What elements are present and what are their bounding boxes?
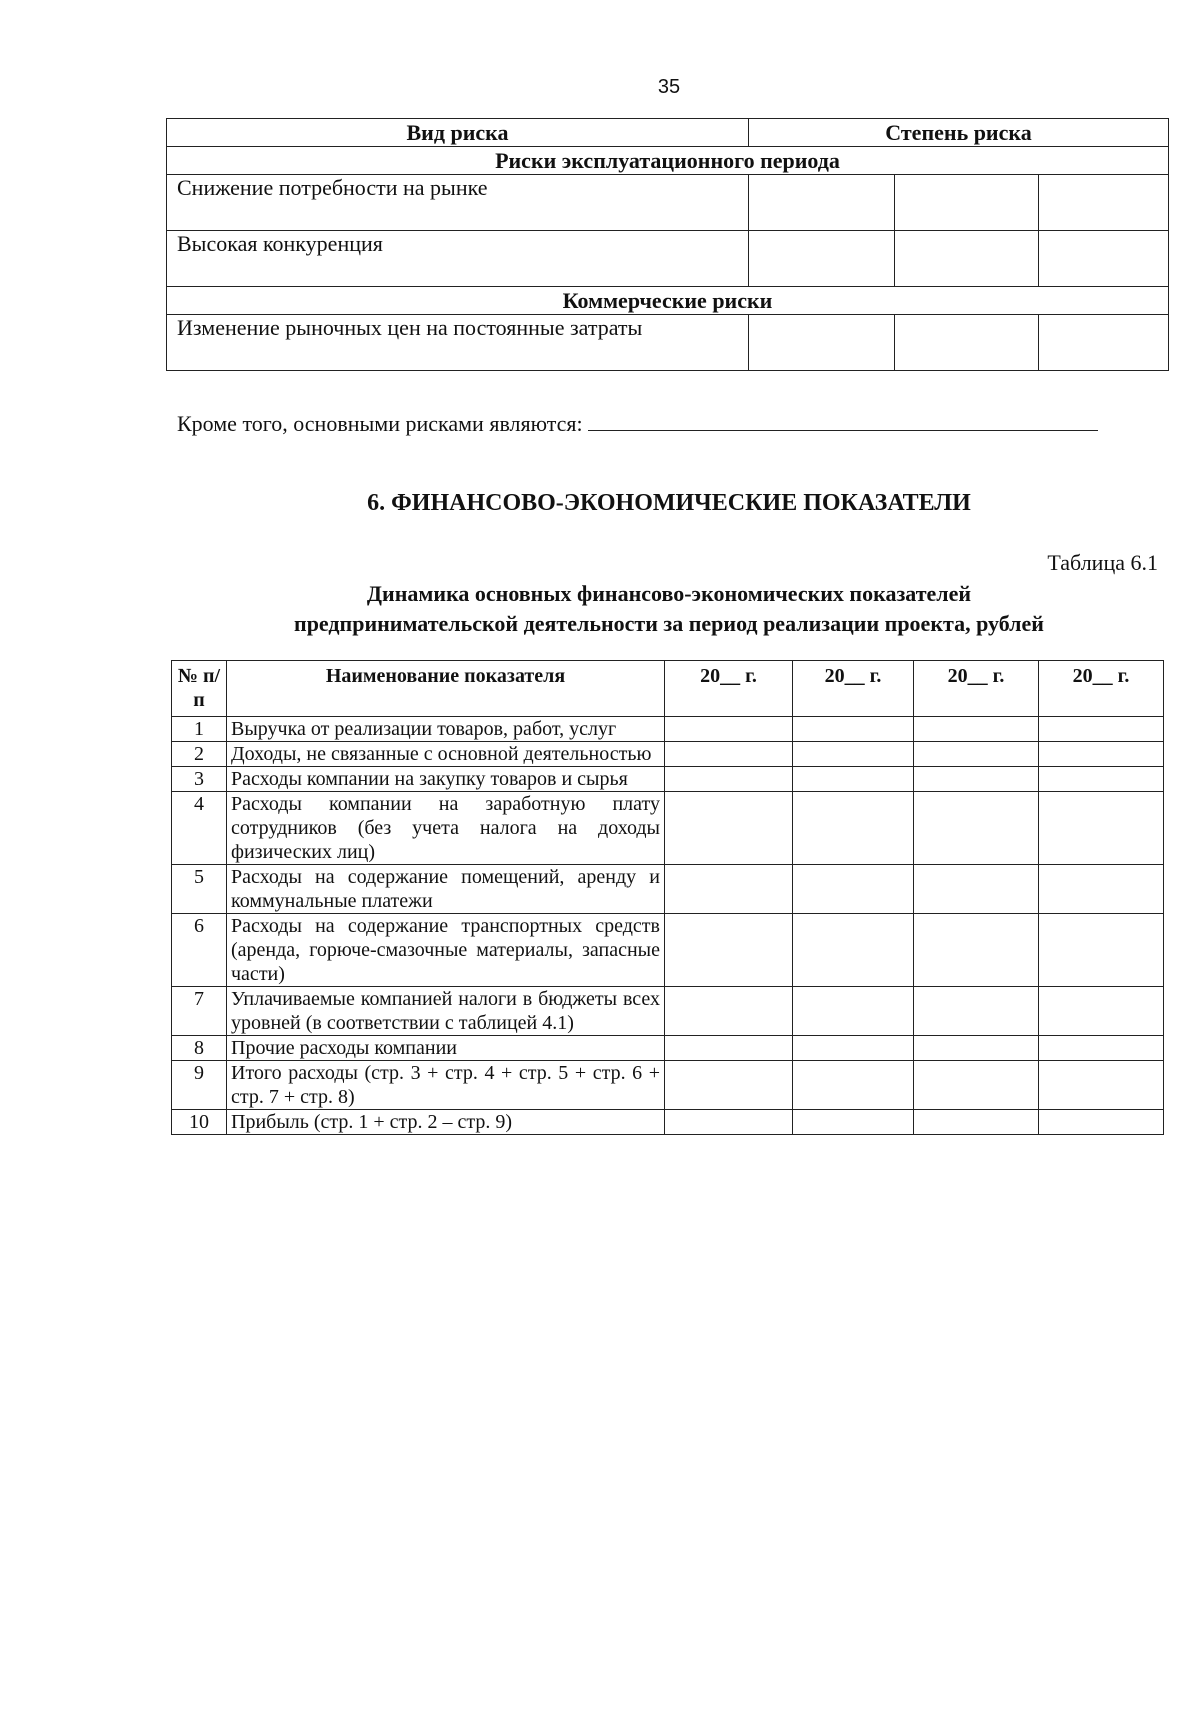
year-value-cell[interactable]	[793, 717, 914, 742]
row-number: 9	[172, 1061, 227, 1110]
section-title: 6. ФИНАНСОВО-ЭКОНОМИЧЕСКИЕ ПОКАЗАТЕЛИ	[367, 490, 971, 516]
risk-degree-cell[interactable]	[1039, 175, 1169, 231]
year-value-cell[interactable]	[793, 914, 914, 987]
indicator-name: Итого расходы (стр. 3 + стр. 4 + стр. 5 + стр. 6 + стр. 7 + стр. 8)	[227, 1061, 665, 1110]
year-value-cell[interactable]	[1039, 1061, 1164, 1110]
indicator-row	[172, 742, 1164, 767]
year-value-cell[interactable]	[665, 717, 793, 742]
year-value-cell[interactable]	[914, 1110, 1039, 1135]
indicator-name: Расходы компании на закупку товаров и сырья	[227, 767, 665, 792]
year-value-cell[interactable]	[1039, 987, 1164, 1036]
page-number: 35	[657, 76, 681, 98]
table-title	[0, 579, 1200, 639]
risk-name: Изменение рыночных цен на постоянные затраты	[167, 315, 749, 371]
year-value-cell[interactable]	[914, 1036, 1039, 1061]
year-value-cell[interactable]	[665, 865, 793, 914]
header-num: № п/п	[172, 661, 227, 717]
row-number: 10	[172, 1110, 227, 1135]
header-year: 20__ г.	[793, 661, 914, 717]
table-title-line: Динамика основных финансово-экономических показателей	[366, 581, 972, 606]
year-value-cell[interactable]	[1039, 792, 1164, 865]
year-value-cell[interactable]	[914, 792, 1039, 865]
year-value-cell[interactable]	[914, 742, 1039, 767]
row-number: 2	[172, 742, 227, 767]
year-value-cell[interactable]	[1039, 914, 1164, 987]
risk-degree-cell[interactable]	[749, 231, 895, 287]
year-value-cell[interactable]	[914, 987, 1039, 1036]
table-label: Таблица 6.1	[1047, 550, 1158, 575]
year-value-cell[interactable]	[914, 1061, 1039, 1110]
risk-degree-cell[interactable]	[895, 315, 1039, 371]
risk-table-header-row	[167, 119, 1169, 147]
indicator-row	[172, 717, 1164, 742]
row-number: 8	[172, 1036, 227, 1061]
indicator-row	[172, 987, 1164, 1036]
risk-degree-cell[interactable]	[749, 175, 895, 231]
row-number: 3	[172, 767, 227, 792]
year-value-cell[interactable]	[1039, 865, 1164, 914]
row-number: 6	[172, 914, 227, 987]
indicator-row	[172, 865, 1164, 914]
indicator-name: Выручка от реализации товаров, работ, услуг	[227, 717, 665, 742]
year-value-cell[interactable]	[793, 1110, 914, 1135]
risk-degree-cell[interactable]	[895, 175, 1039, 231]
year-value-cell[interactable]	[914, 767, 1039, 792]
year-value-cell[interactable]	[793, 792, 914, 865]
indicators-table	[171, 660, 1164, 1135]
indicator-name: Прибыль (стр. 1 + стр. 2 – стр. 9)	[227, 1110, 665, 1135]
risk-type-header: Вид риска	[167, 119, 749, 147]
risk-section-title: Риски эксплуатационного периода	[167, 147, 1169, 175]
year-value-cell[interactable]	[914, 865, 1039, 914]
year-value-cell[interactable]	[793, 865, 914, 914]
year-value-cell[interactable]	[665, 987, 793, 1036]
header-year: 20__ г.	[665, 661, 793, 717]
indicator-row	[172, 1110, 1164, 1135]
year-value-cell[interactable]	[1039, 767, 1164, 792]
year-value-cell[interactable]	[665, 914, 793, 987]
year-value-cell[interactable]	[793, 1061, 914, 1110]
risk-degree-cell[interactable]	[1039, 315, 1169, 371]
risk-table	[166, 118, 1169, 371]
risk-section-row	[167, 287, 1169, 315]
year-value-cell[interactable]	[665, 1036, 793, 1061]
indicator-row	[172, 1036, 1164, 1061]
extra-risks-line	[177, 408, 1098, 437]
header-year: 20__ г.	[914, 661, 1039, 717]
table-title-line: предпринимательской деятельности за период реализации проекта, рублей	[294, 611, 1044, 636]
indicator-name: Уплачиваемые компанией налоги в бюджеты всех уровней (в соответствии с таблицей 4.1)	[227, 987, 665, 1036]
year-value-cell[interactable]	[665, 1061, 793, 1110]
risk-row	[167, 315, 1169, 371]
year-value-cell[interactable]	[793, 742, 914, 767]
risk-degree-cell[interactable]	[1039, 231, 1169, 287]
indicator-name: Доходы, не связанные с основной деятельностью	[227, 742, 665, 767]
year-value-cell[interactable]	[665, 742, 793, 767]
extra-risks-blank[interactable]	[588, 408, 1098, 431]
row-number: 7	[172, 987, 227, 1036]
risk-row	[167, 231, 1169, 287]
row-number: 4	[172, 792, 227, 865]
year-value-cell[interactable]	[1039, 717, 1164, 742]
risk-section-row	[167, 147, 1169, 175]
risk-degree-cell[interactable]	[895, 231, 1039, 287]
risk-name: Снижение потребности на рынке	[167, 175, 749, 231]
indicator-row	[172, 792, 1164, 865]
indicator-row	[172, 767, 1164, 792]
extra-risks-text: Кроме того, основными рисками являются:	[177, 411, 583, 436]
year-value-cell[interactable]	[914, 717, 1039, 742]
indicator-name: Расходы компании на заработную плату сотрудников (без учета налога на доходы физических лиц)	[227, 792, 665, 865]
year-value-cell[interactable]	[665, 792, 793, 865]
indicator-name: Расходы на содержание помещений, аренду и коммунальные платежи	[227, 865, 665, 914]
indicator-row	[172, 914, 1164, 987]
risk-section-title: Коммерческие риски	[167, 287, 1169, 315]
header-name: Наименование показателя	[227, 661, 665, 717]
year-value-cell[interactable]	[793, 767, 914, 792]
year-value-cell[interactable]	[1039, 1036, 1164, 1061]
risk-degree-cell[interactable]	[749, 315, 895, 371]
indicator-name: Расходы на содержание транспортных средств (аренда, горюче-смазочные материалы, запасные части)	[227, 914, 665, 987]
indicator-name: Прочие расходы компании	[227, 1036, 665, 1061]
year-value-cell[interactable]	[793, 987, 914, 1036]
risk-degree-header: Степень риска	[749, 119, 1169, 147]
year-value-cell[interactable]	[914, 914, 1039, 987]
year-value-cell[interactable]	[793, 1036, 914, 1061]
indicators-header-row	[172, 661, 1164, 717]
risk-row	[167, 175, 1169, 231]
header-year: 20__ г.	[1039, 661, 1164, 717]
year-value-cell[interactable]	[1039, 742, 1164, 767]
indicator-row	[172, 1061, 1164, 1110]
row-number: 5	[172, 865, 227, 914]
year-value-cell[interactable]	[1039, 1110, 1164, 1135]
year-value-cell[interactable]	[665, 1110, 793, 1135]
row-number: 1	[172, 717, 227, 742]
risk-name: Высокая конкуренция	[167, 231, 749, 287]
year-value-cell[interactable]	[665, 767, 793, 792]
